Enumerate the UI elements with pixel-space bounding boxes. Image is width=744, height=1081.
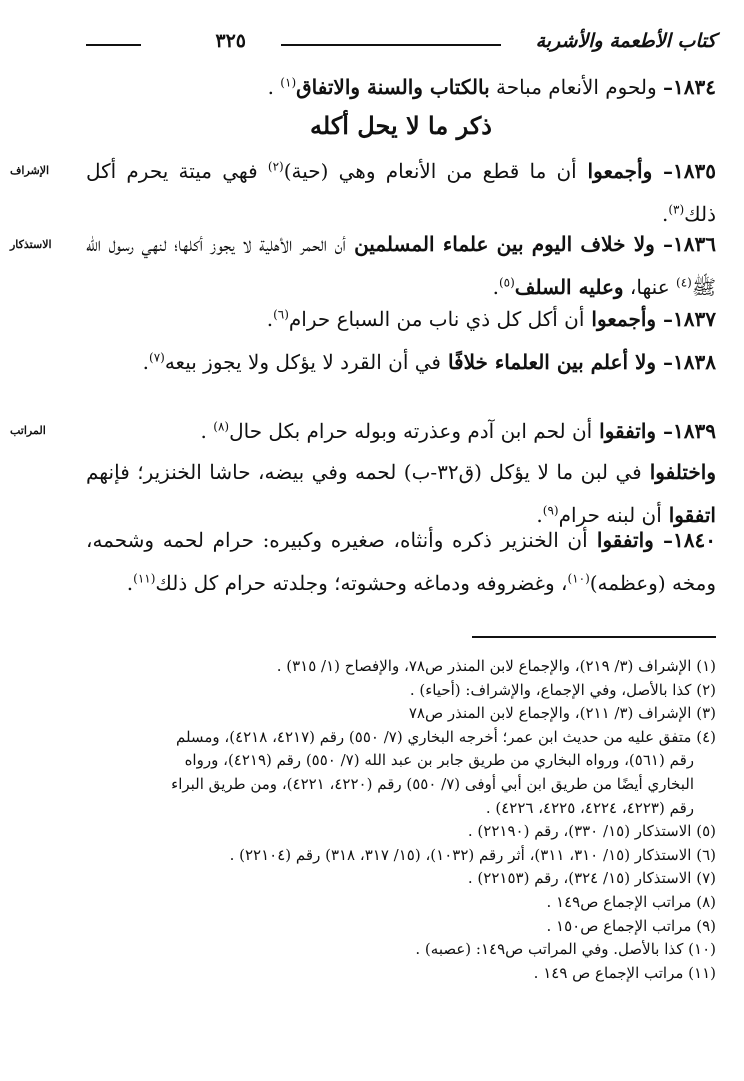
paragraph-1838: ١٨٣٨– ولا أعلم بين العلماء خلافًا في أن القرد لا يؤكل ولا يجوز بيعه$^{(٧)}$. — [142, 350, 716, 374]
paragraph-1839-ikhtilaf: واختلفوا في لبن ما لا يؤكل (ق٣٢-ب) لحمه وفي بيضه، حاشا الخنزير؛ فإنهم اتفقوا أن لبنه حرام$^{(٩)}$. — [86, 460, 716, 527]
page-header — [86, 30, 716, 62]
header-rule — [281, 44, 501, 46]
footnote: (٥) الاستذكار (١٥/ ٣٣٠)، رقم (٢٢١٩٠) . — [467, 822, 716, 841]
footnote: (١٠) كذا بالأصل. وفي المراتب ص١٤٩: (عصبه) . — [415, 940, 716, 959]
footnote: (٦) الاستذكار (١٥/ ٣١٠، ٣١١)، أثر رقم (١٠٣٢)، (١٥/ ٣١٧، ٣١٨) رقم (٢٢١٠٤) . — [229, 845, 716, 864]
footnotes — [86, 655, 716, 985]
paragraph-1836: ١٨٣٦– ولا خلاف اليوم بين علماء المسلمين أن الحمر الأهلية لا يجوز أكلها؛ لنهي رسول الله ﷺ$^{(٤)}$ عنها، وعليه السلف$^{(٥)}$. — [86, 232, 716, 299]
footnote: (٤) متفق عليه من حديث ابن عمر؛ أخرجه البخاري (٧/ ٥٥٠) رقم (٤٢١٧، ٤٢١٨)، ومسلم — [175, 727, 716, 746]
side-label-maratib: المراتب — [10, 424, 46, 437]
footnote-continuation: رقم (٤٢٢٣، ٤٢٢٤، ٤٢٢٥، ٤٢٢٦) . — [485, 798, 694, 817]
page-number: ٣٢٥ — [215, 30, 246, 52]
side-label-istidhkar: الاستذكار — [10, 238, 52, 251]
footnote: (٩) مراتب الإجماع ص١٥٠ . — [546, 916, 716, 935]
footnote: (٢) كذا بالأصل، وفي الإجماع، والإشراف: (أحياء) . — [409, 680, 716, 699]
paragraph-1837: ١٨٣٧– وأجمعوا أن أكل كل ذي ناب من السباع حرام$^{(٦)}$. — [266, 307, 716, 331]
paragraph-1839: ١٨٣٩– واتفقوا أن لحم ابن آدم وعذرته وبوله حرام بكل حال$^{(٨)}$ . — [200, 419, 716, 443]
footnote: (١١) مراتب الإجماع ص ١٤٩ . — [533, 963, 716, 982]
footnote-continuation: البخاري أيضًا من طريق ابن أبي أوفى (٧/ ٥٥٠) رقم (٤٢٢٠، ٤٢٢١)، ومن طريق البراء — [171, 774, 694, 793]
book-title: كتاب الأطعمة والأشربة — [535, 30, 716, 52]
paragraph-1840: ١٨٤٠– واتفقوا أن الخنزير ذكره وأنثاه، صغيره وكبيره: حرام لحمه وشحمه، ومخه (وعظمه)$^{(١٠)}$، وغضروفه ودماغه وحشوته؛ وجلدته حرام كل ذلك$^{(١١)}$. — [86, 528, 716, 595]
header-rule-end — [86, 44, 141, 46]
section-heading: ذكر ما لا يحل أكله — [310, 111, 492, 140]
footnote: (٣) الإشراف (٣/ ٢١١)، والإجماع لابن المنذر ص٧٨ — [408, 704, 716, 723]
side-label-ishraf: الإشراف — [10, 164, 50, 177]
footnote-continuation: رقم (٥٦١)، ورواه البخاري من طريق جابر بن عبد الله (٧/ ٥٥٠) رقم (٤٢١٩)، ورواه — [184, 751, 694, 770]
footnote: (٧) الاستذكار (١٥/ ٣٢٤)، رقم (٢٢١٥٣) . — [467, 869, 716, 888]
paragraph-1834: ١٨٣٤– ولحوم الأنعام مباحة بالكتاب والسنة والاتفاق$^{(١)}$ . — [267, 75, 716, 99]
footnote: (٨) مراتب الإجماع ص١٤٩ . — [546, 892, 716, 911]
footnote-separator — [472, 636, 716, 638]
footnote: (١) الإشراف (٣/ ٢١٩)، والإجماع لابن المنذر ص٧٨، والإفصاح (١/ ٣١٥) . — [276, 657, 716, 675]
paragraph-1835: ١٨٣٥– وأجمعوا أن ما قطع من الأنعام وهي (حية)$^{(٢)}$ فهي ميتة يحرم أكل ذلك$^{(٣)}$. — [86, 159, 717, 226]
